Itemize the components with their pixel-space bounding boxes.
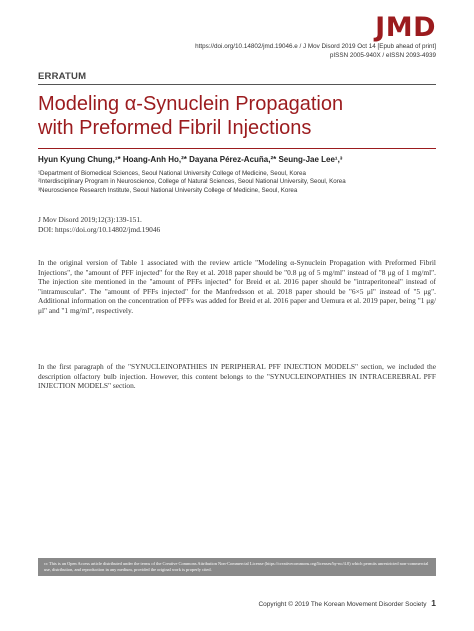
license-notice: cc This is an Open Access article distributed under the terms of the Creative Commons Attribution Non-Commercial License (https://creativecommons.org/licenses/by-nc/4.0) which permits unrestricted non-commercial use, distribution, and reproduction in any medium, provided the original work is properly cited. — [38, 558, 436, 576]
citation — [38, 215, 160, 234]
journal-meta — [195, 42, 436, 60]
affiliation-1: ¹Department of Biomedical Sciences, Seoul National University College of Medicine, Seoul, Korea — [38, 170, 306, 177]
section-label: ERRATUM — [38, 71, 87, 82]
citation-ref: J Mov Disord 2019;12(3):139-151. — [38, 215, 142, 224]
affiliation-2: ²Interdisciplinary Program in Neuroscience, College of Natural Sciences, Seoul National University, Seoul, Korea — [38, 178, 346, 186]
journal-logo: JMD — [375, 12, 436, 43]
title-line-1: Modeling α-Synuclein Propagation — [38, 93, 344, 115]
body-paragraph-1: In the original version of Table 1 associated with the review article "Modeling α-Synuclein Propagation with Preformed Fibril Injections", the "amount of PFF injected" for the Rey et al. 2018 paper should be "0.8 μg of 5 mg/ml" instead of "8 μg of 1 mg/ml". The injection site mentioned in the "amount of PFFs injected" for Breid et al. 2016 paper should be "intraperitoneal" instead of "intramuscular". The "amount of PFFs injected" for the Manfredsson et al. 2018 paper should be "6×5 μl" instead of "5 μg". Additional information on the concentration of PFFs was added for Breid et al. 2016 paper and Uemura et al. 2019 paper, being "1 μg/μl" and "1 mg/ml", respectively. — [38, 258, 436, 315]
affiliation-3: ³Neuroscience Research Institute, Seoul National University College of Medicine, Seoul, Korea — [38, 186, 298, 194]
page-number: 1 — [431, 598, 436, 608]
title-line-2: with Preformed Fibril Injections — [38, 117, 312, 139]
article-title — [38, 92, 438, 140]
authors: Hyun Kyung Chung,¹* Hoang-Anh Ho,²* Dayana Pérez-Acuña,²* Seung-Jae Lee¹,³ — [38, 155, 343, 164]
copyright-text: Copyright © 2019 The Korean Movement Disorder Society — [258, 601, 427, 608]
issn-line: pISSN 2005-940X / eISSN 2093-4939 — [329, 52, 436, 59]
title-divider — [38, 148, 436, 149]
page-footer — [258, 598, 436, 608]
doi-line[interactable]: https://doi.org/10.14802/jmd.19046.e / J Mov Disord 2019 Oct 14 [Epub ahead of print] — [195, 43, 436, 50]
citation-doi[interactable]: DOI: https://doi.org/10.14802/jmd.19046 — [38, 224, 161, 234]
top-divider — [38, 84, 436, 85]
affiliations — [38, 170, 346, 195]
body-paragraph-2: In the first paragraph of the "SYNUCLEINOPATHIES IN PERIPHERAL PFF INJECTION MODELS" section, we included the description olfactory bulb injection. However, this content belongs to the "SYNUCLEINOPATHIES IN INTRACEREBRAL PFF INJECTION MODELS" section. — [38, 362, 436, 391]
